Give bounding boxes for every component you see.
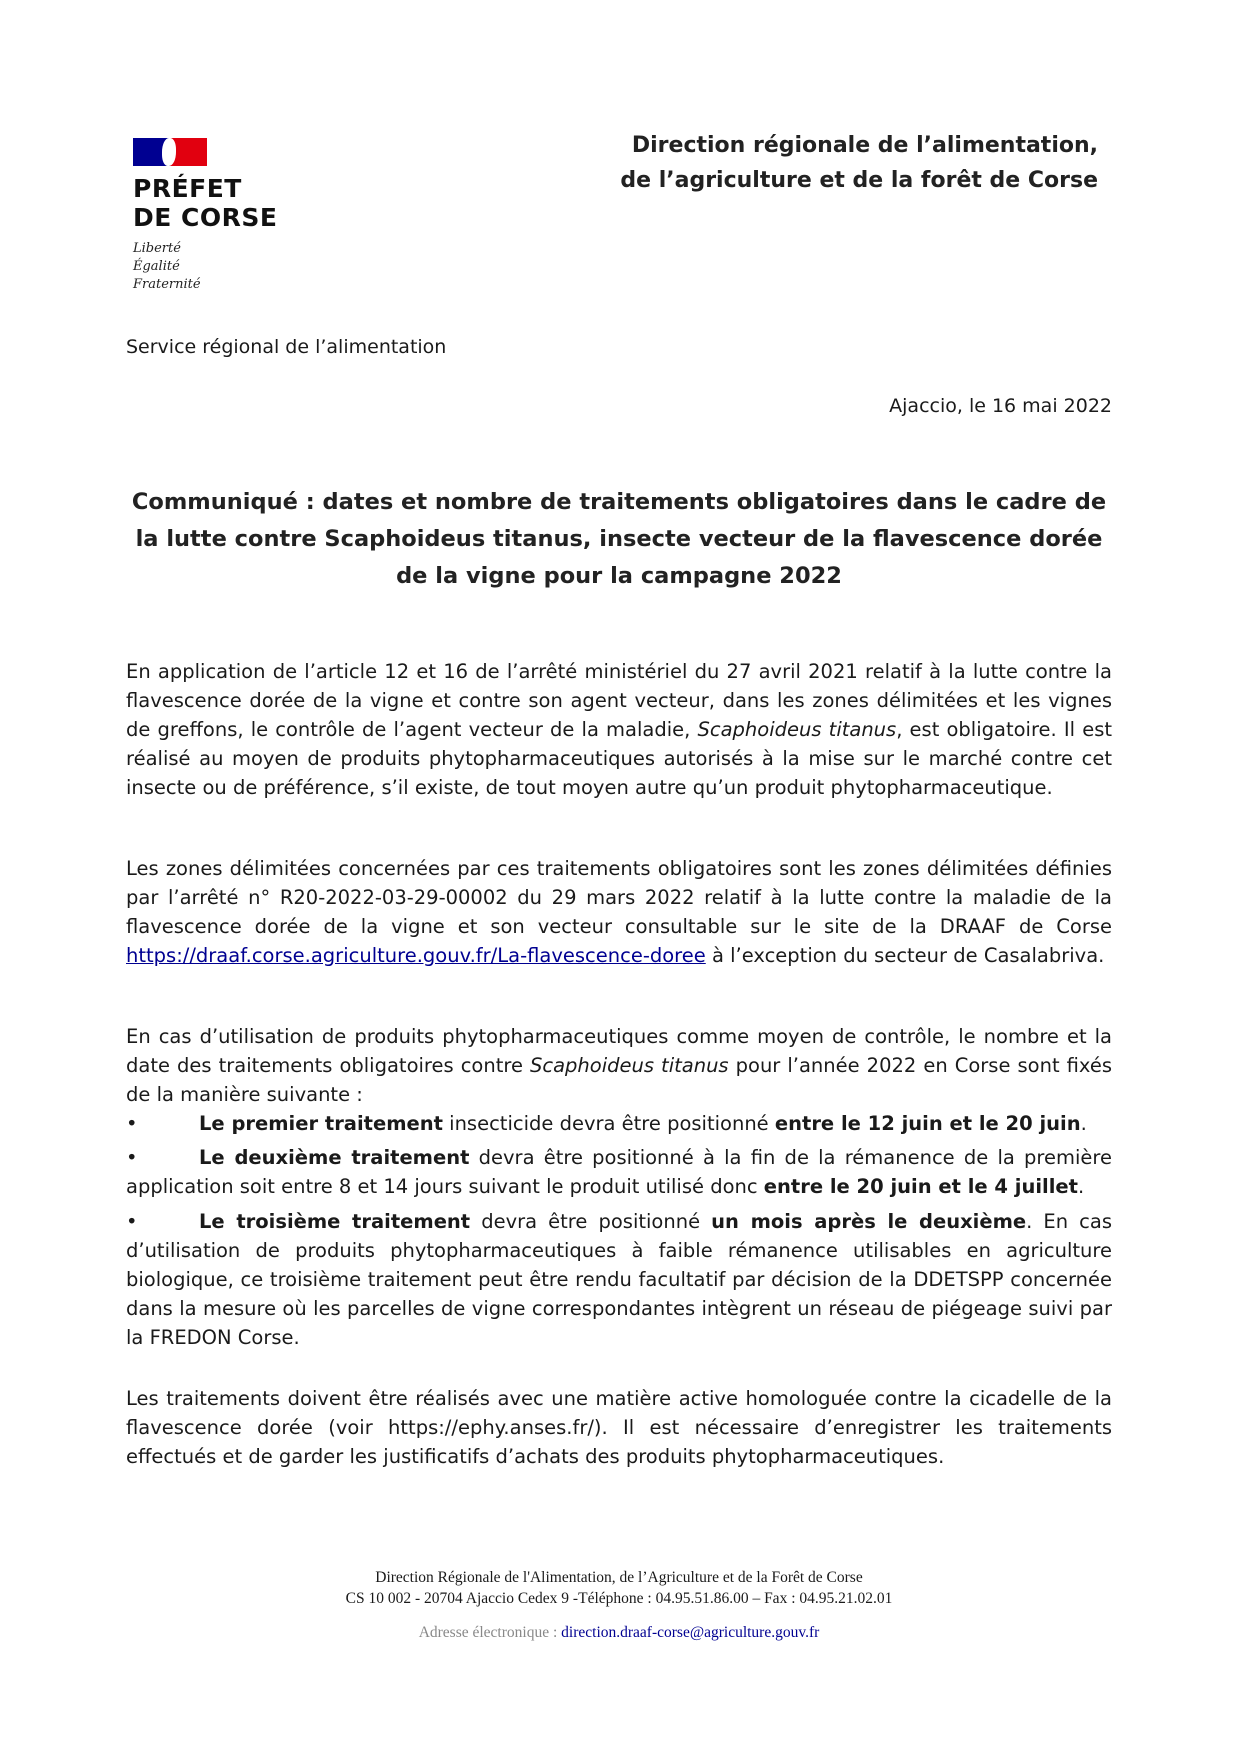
service-name: Service régional de l’alimentation — [126, 336, 447, 358]
bullet-3-text-1: devra être positionné — [470, 1210, 712, 1233]
paragraph-1 — [126, 657, 1112, 802]
p3-species: Scaphoideus titanus — [529, 1054, 729, 1077]
document-title: Communiqué : dates et nombre de traitements obligatoires dans le cadre de la lutte contre Scaphoideus titanus, insecte vecteur de la flavescence dorée de la vigne pour la campagne 2022 — [131, 489, 1107, 589]
list-item — [126, 1207, 1112, 1352]
p2-text-b: à l’exception du secteur de Casalabriva. — [705, 944, 1105, 967]
devise-liberte: Liberté — [133, 241, 181, 256]
paragraph-4: Les traitements doivent être réalisés avec une matière active homologuée contre la cicadelle de la flavescence dorée (voir https://ephy.anses.fr/). Il est nécessaire d’enregistrer les traitements effectués et de garder les justificatifs d’achats des produits phytopharmaceutiques. — [126, 1387, 1112, 1468]
footer-email — [226, 1622, 1012, 1643]
bullet-1-bold-1: Le premier traitement — [199, 1112, 443, 1135]
email-link[interactable]: direction.draaf-corse@agriculture.gouv.fr — [561, 1624, 820, 1641]
logo-line-2: DE CORSE — [133, 203, 278, 232]
list-item — [126, 1143, 1112, 1201]
p3-text-b: pour l’année 2022 en Corse sont fixés de la manière suivante : — [126, 1054, 1113, 1106]
logo-devise — [133, 240, 313, 294]
bullet-1-text-1: insecticide devra être positionné — [442, 1112, 775, 1135]
bullet-2-bold-1: Le deuxième traitement — [199, 1146, 470, 1169]
bullet-icon: • — [126, 1210, 138, 1233]
p2-text-a: Les zones délimitées concernées par ces traitements obligatoires sont les zones délimitées définies par l’arrêté n° R20-2022-03-29-00002 du 29 mars 2022 relatif à la lutte contre la maladie de la flavescence dorée de la vigne et son vecteur consultable sur le site de la DRAAF de Corse — [126, 857, 1112, 938]
footer-line-2: CS 10 002 - 20704 Ajaccio Cedex 9 -Téléphone : 04.95.51.86.00 – Fax : 04.95.21.02.01 — [345, 1590, 893, 1607]
p1-text-a: En application de l’article 12 et 16 de l’arrêté ministériel du 27 avril 2021 relatif à la lutte contre la flavescence dorée de la vigne et contre son agent vecteur, dans les zones délimitées et les vignes de greffons, le contrôle de l’agent vecteur de la maladie, — [126, 660, 1112, 741]
bullet-2-text-1: devra être positionné à la fin de la rémanence de la première application soit entre 8 et 14 jours suivant le produit utilisé donc — [126, 1146, 1113, 1198]
bullet-icon: • — [126, 1112, 138, 1135]
direction-line-2: de l’agriculture et de la forêt de Corse — [620, 168, 1098, 193]
bullet-3-bold-2: un mois après le deuxième — [711, 1210, 1027, 1233]
draaf-link[interactable]: https://draaf.corse.agriculture.gouv.fr/La-flavescence-doree — [126, 944, 706, 967]
document-date: Ajaccio, le 16 mai 2022 — [889, 395, 1112, 417]
bullet-icon: • — [126, 1146, 138, 1169]
devise-egalite: Égalité — [133, 259, 180, 274]
p3-text-a: En cas d’utilisation de produits phytopharmaceutiques comme moyen de contrôle, le nombre et la date des traitements obligatoires contre — [126, 1025, 1112, 1077]
bullet-2-text-2: . — [1077, 1175, 1085, 1198]
paragraph-3 — [126, 1022, 1112, 1109]
bullet-3-bold-1: Le troisième traitement — [199, 1210, 471, 1233]
prefet-logo — [133, 138, 313, 294]
direction-line-1: Direction régionale de l’alimentation, — [631, 133, 1098, 158]
header-direction — [560, 128, 1098, 198]
bullet-1-bold-2: entre le 12 juin et le 20 juin — [774, 1112, 1081, 1135]
bullet-1-text-2: . — [1080, 1112, 1087, 1135]
logo-line-1: PRÉFET — [133, 174, 242, 203]
paragraph-2 — [126, 854, 1112, 970]
footer-address — [226, 1567, 1012, 1609]
bullet-3-text-2: . En cas d’utilisation de produits phytopharmaceutiques à faible rémanence utilisables en agriculture biologique, ce troisième traitement peut être rendu facultatif par décision de la DDETSPP concernée dans la mesure où les parcelles de vigne correspondantes intègrent un réseau de piégeage suivi par la FREDON Corse. — [126, 1210, 1112, 1349]
devise-fraternite: Fraternité — [133, 277, 201, 292]
list-item — [126, 1109, 1112, 1138]
bullet-2-bold-2: entre le 20 juin et le 4 juillet — [763, 1175, 1078, 1198]
p1-text-b: , est obligatoire. Il est réalisé au moyen de produits phytopharmaceutiques autorisés à la mise sur le marché contre cet insecte ou de préférence, s’il existe, de tout moyen autre qu’un produit phytopharmaceutique. — [126, 718, 1113, 799]
logo-text — [133, 174, 313, 232]
p1-species: Scaphoideus titanus — [697, 718, 897, 741]
footer-email-label: Adresse électronique : — [418, 1624, 562, 1641]
footer-line-1: Direction Régionale de l'Alimentation, de l’Agriculture et de la Forêt de Corse — [375, 1569, 863, 1586]
marianne-flag-icon — [133, 138, 207, 166]
